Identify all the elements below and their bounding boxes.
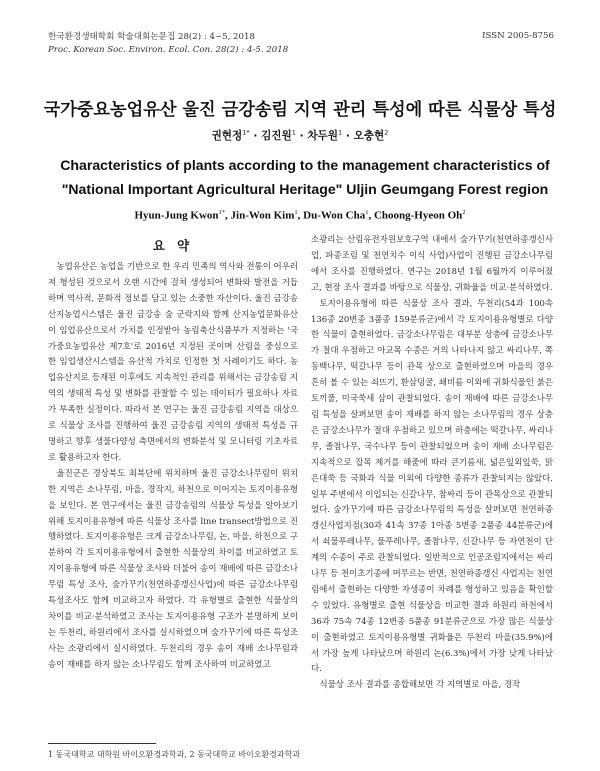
author-separator: · xyxy=(249,130,262,142)
author-affiliation-mark: 1* xyxy=(218,209,226,216)
author-name: 오충현 xyxy=(353,130,385,142)
abstract-heading: 요 약 xyxy=(152,238,194,253)
author-name: 김진원 xyxy=(261,130,292,142)
author-separator: , xyxy=(297,209,304,222)
body-paragraph: 소광리는 산림유전자원보호구역 내에서 숲가꾸기(천연하종갱신사업, 파종조림 및 천연치수 이식 사업)사업이 진행된 금강소나무림에서 조사를 진행하였다. 연구는 2018년 1월 6월까지 이루어졌고, 현장 조사 결과를 바탕으로 식물상, 귀화율을 비교·분석하였다. xyxy=(311,234,553,292)
author-separator: · xyxy=(295,130,308,142)
author-name: 권현정 xyxy=(211,130,243,142)
authors-korean xyxy=(0,128,600,143)
author-affiliation-mark: 1 xyxy=(338,128,343,137)
author-name: Jin-Won Kim xyxy=(230,209,295,222)
authors-english xyxy=(0,209,600,222)
issn-label: ISSN 2005-8756 xyxy=(482,31,554,41)
author-affiliation-mark: 1 xyxy=(291,128,296,137)
journal-header xyxy=(48,31,348,57)
author-separator: , xyxy=(225,209,231,222)
author-name: Choong-Hyeon Oh xyxy=(373,209,463,222)
journal-citation-english: Proc. Korean Soc. Environ. Ecol. Con. 28(2) : 4-5. 2018 xyxy=(48,45,289,55)
author-affiliation-mark: 1 xyxy=(294,209,298,216)
affiliation-footnote: 1 동국대학교 대학원 바이오환경과학과, 2 동국대학교 바이오환경과학과 xyxy=(48,750,301,759)
author-affiliation-mark: 1* xyxy=(242,128,250,137)
paper-title-english: Characteristics of plants according to the management characteristics of "National Important Agricultural Heritage" Uljin Geumgang Forest region xyxy=(60,157,550,197)
author-affiliation-mark: 2 xyxy=(462,209,466,216)
body-paragraph: 토지이용유형에 따른 식물상 조사 결과, 두천리(54과 100속 136종 20변종 3품종 159분류군)에서 각 토지이용유형별로 다양한 식물이 출현하였다. 금강소나무림은 대부분 상층에 금강소나무가 절대 우점하고 아교목 수종은 거의 나타나지 않고 싸리나무, 쪽동백나무, 떡갈나무 등이 관목 상으로 출현하였으며 마을의 경우 흔히 볼 수 있는 쇠뜨기, 환삼덩굴, 쇄비름 이외에 귀화식물인 붉은토끼풀, 미국쑥새 삼이 관찰되었다. 송이 재배에 따른 금강소나무림 특성을 살펴보면 송이 재배를 하지 않는 소나무림의 경우 상층은 금강소나무가 절대 우점하고 있으며 하층에는 떡갈나무, 싸리나무, 졸참나무, 국수나무 등이 관찰되었으며 송이 재배 소나무림은 지속적으로 잡목 제거를 해줌에 따라 큰기름새, 넓은잎외잎쑥, 맑은대쑥 등 국화과 식물 이외에 다양한 종류가 관찰되지는 않았다. 일부 주변에서 이입되는 신갈나무, 참싸리 등이 관목상으로 관찰되었다. 숲가꾸기에 따른 금강소나무림의 특성을 살펴보면 천연하종갱신사업지점(30과 41속 37종 1아종 5변종 2품종 44분류군)에서 쇠물푸레나무, 물푸레나무, 졸참나무, 신갈나무 등 자연천이 단계의 수종이 주로 관찰되었다. 일반적으로 인공조림지에서는 싸리나무 등 천이초기종에 머무르는 반면, 천연하종갱신 사업지는 천연림에서 출현하는 다양한 자생종이 차례를 형성하고 있음을 확인할 수 있었다. 유형별로 출현 식물상을 비교한 결과 하원리 하천에서 36과 75속 74종 12변종 5품종 91분류군으로 가장 많은 식물상이 출현하였고 토지이용유형별 귀화율은 두천리 마을(35.9%)에서 가장 높게 나타났으며 하원리 논(6.3%)에서 가장 낮게 나타났다. xyxy=(311,297,553,674)
author-name: Du-Won Cha xyxy=(303,209,366,222)
paper-title-korean: 국가중요농업유산 울진 금강송림 지역 관리 특성에 따른 식물상 특성 xyxy=(43,100,557,120)
abstract-right-column xyxy=(311,232,553,693)
author-affiliation-mark: 1 xyxy=(365,209,369,216)
abstract-left-column xyxy=(48,259,298,673)
author-name: Hyun-Jung Kwon xyxy=(134,209,219,222)
journal-citation-korean: 한국환경생태학회 학술대회논문집 28(2) : 4~5, 2018 xyxy=(48,32,255,42)
body-paragraph: 식물상 조사 결과를 종합해보면 각 지역별로 마을, 경작 xyxy=(319,679,521,690)
footnote-rule xyxy=(48,743,156,744)
body-paragraph: 농업유산은 농업을 기반으로 한 우리 민족의 역사와 전통이 어우러져 형성된 것으로서 오랜 시간에 걸쳐 생성되어 변화와 발전을 거듭하며 역사적, 문화적 정보를 담고 있는 소중한 자산이다. 울진 금강송 산지농업시스템은 울진 금강송 숲 군락지와 함께 산지농업문화유산이 임업유산으로서 가치를 인정받아 농림축산식품부가 지정하는 '국가중요농업유산 제7호'로 2016년 지정된 곳이며 산림을 중심으로 한 임업생산시스템을 유산적 가치로 인정한 첫 사례이기도 하다. 농업유산지로 등재된 이후에도 지속적인 관리를 위해서는 금강송림 지역의 생태적 특성 및 변화를 관찰할 수 있는 데이터가 필요하나 자료가 부족한 실정이다. 따라서 본 연구는 울진 금강송림 지역을 대상으로 식물상 조사를 진행하여 울진 금강송림 지역의 생태적 특성을 규명하고 향후 생물다양성 측면에서의 변화분석 및 모니터링 기초자료로 활용하고자 한다. xyxy=(48,261,298,462)
author-separator: , xyxy=(368,209,374,222)
author-separator: · xyxy=(342,130,354,142)
author-name: 차두원 xyxy=(307,130,339,142)
body-paragraph: 울진군은 경상북도 최북단에 위치하며 울진 금강소나무림이 위치한 지역은 소나무림, 마을, 경작지, 하천으로 이어지는 토지이용유형을 보인다. 본 연구에서는 울진 금강송림의 식물상 특성을 알아보기 위해 토지이용유형에 따른 식물상 조사를 line transect방법으로 진행하였다. 토지이용유형은 크게 금강소나무림, 논, 마을, 하천으로 구분하여 각 토지이용유형에서 출현한 식물상의 차이를 비교하였고 토지이용유형에 따른 식물상 조사와 더불어 송이 재배에 따른 금강소나무림 특성 조사, 숲가꾸기(천연하종갱신사업)에 따른 금강소나무림 특성조사도 함께 비교하고자 하였다. 각 유형별로 출현한 식물상의 차이를 비교·분석하였고 조사는 토지이용유형 구조가 분명하게 보이는 두천리, 하원리에서 조사를 실시하였으며 숲가꾸기에 따른 특성조사는 소광리에서 실시하였다. 두천리의 경우 송이 재배 소나무림과 송이 재배를 하지 않는 소나무림도 함께 조사하여 비교하였고 xyxy=(48,467,298,669)
author-affiliation-mark: 2 xyxy=(384,128,389,137)
